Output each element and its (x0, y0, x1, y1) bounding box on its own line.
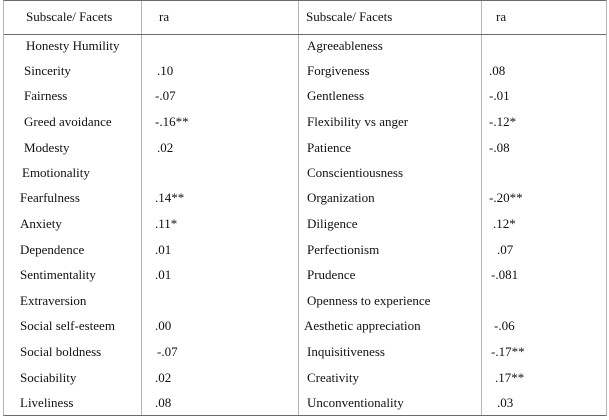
left-row-value: .10 (157, 63, 174, 78)
left-row-label: Sincerity (24, 63, 71, 78)
right-row-value: -.08 (489, 140, 510, 155)
right-row-label: Creativity (307, 370, 359, 385)
left-row-value: .08 (155, 395, 172, 410)
left-row-label: Liveliness (20, 395, 74, 410)
left-row-label: Dependence (20, 242, 85, 257)
left-row-value: .00 (155, 318, 172, 333)
right-row-label: Unconventionality (307, 395, 404, 410)
left-row-label: Honesty Humility (26, 38, 120, 53)
right-row-value: .08 (489, 63, 506, 78)
right-row-value: -.01 (489, 88, 510, 103)
left-row-label: Greed avoidance (24, 114, 112, 129)
right-row-label: Gentleness (307, 88, 365, 103)
right-row-value: -.12* (489, 114, 517, 129)
left-row-label: Sentimentality (20, 267, 96, 282)
right-row-label: Openness to experience (307, 293, 431, 308)
right-row-value: -.17** (491, 344, 525, 359)
right-row-label: Forgiveness (307, 63, 370, 78)
column-divider (481, 1, 482, 415)
right-row-label: Perfectionism (307, 242, 380, 257)
right-row-value: .17** (495, 370, 525, 385)
left-row-label: Fairness (24, 88, 68, 103)
right-row-label: Prudence (307, 267, 356, 282)
left-row-label: Extraversion (20, 293, 87, 308)
header-left-label: Subscale/ Facets (26, 9, 113, 24)
left-row-label: Fearfulness (20, 190, 80, 205)
left-row-value: .14** (155, 190, 185, 205)
left-row-label: Social self-esteem (20, 318, 115, 333)
right-row-label: Diligence (307, 216, 358, 231)
left-row-value: .02 (155, 370, 172, 385)
header-left-value: ra (159, 9, 170, 24)
right-row-label: Aesthetic appreciation (304, 318, 421, 333)
left-row-label: Sociability (20, 370, 77, 385)
right-row-label: Flexibility vs anger (307, 114, 409, 129)
right-row-value: -.081 (491, 267, 519, 282)
left-row-value: .01 (155, 242, 172, 257)
right-row-label: Conscientiousness (307, 165, 404, 180)
right-row-value: .03 (497, 395, 514, 410)
left-row-label: Anxiety (20, 216, 62, 231)
right-row-label: Organization (307, 190, 375, 205)
right-row-label: Agreeableness (307, 38, 383, 53)
correlation-table (3, 0, 607, 416)
right-row-value: .12* (493, 216, 516, 231)
left-row-label: Emotionality (22, 165, 90, 180)
right-row-value: -.20** (489, 190, 523, 205)
column-divider (141, 1, 142, 415)
column-divider (298, 1, 299, 415)
left-row-value: .01 (155, 267, 172, 282)
right-row-label: Inquisitiveness (307, 344, 385, 359)
right-row-label: Patience (307, 140, 352, 155)
right-row-value: .07 (497, 242, 514, 257)
left-row-value: -.07 (157, 344, 178, 359)
left-row-label: Modesty (24, 140, 70, 155)
header-right-label: Subscale/ Facets (306, 9, 393, 24)
left-row-value: -.16** (155, 114, 189, 129)
header-right-value: ra (496, 9, 507, 24)
left-row-label: Social boldness (20, 344, 102, 359)
right-row-value: -.06 (494, 318, 515, 333)
left-row-value: .02 (157, 140, 174, 155)
left-row-value: -.07 (155, 88, 176, 103)
left-row-value: .11* (155, 216, 178, 231)
header-rule (4, 34, 606, 35)
